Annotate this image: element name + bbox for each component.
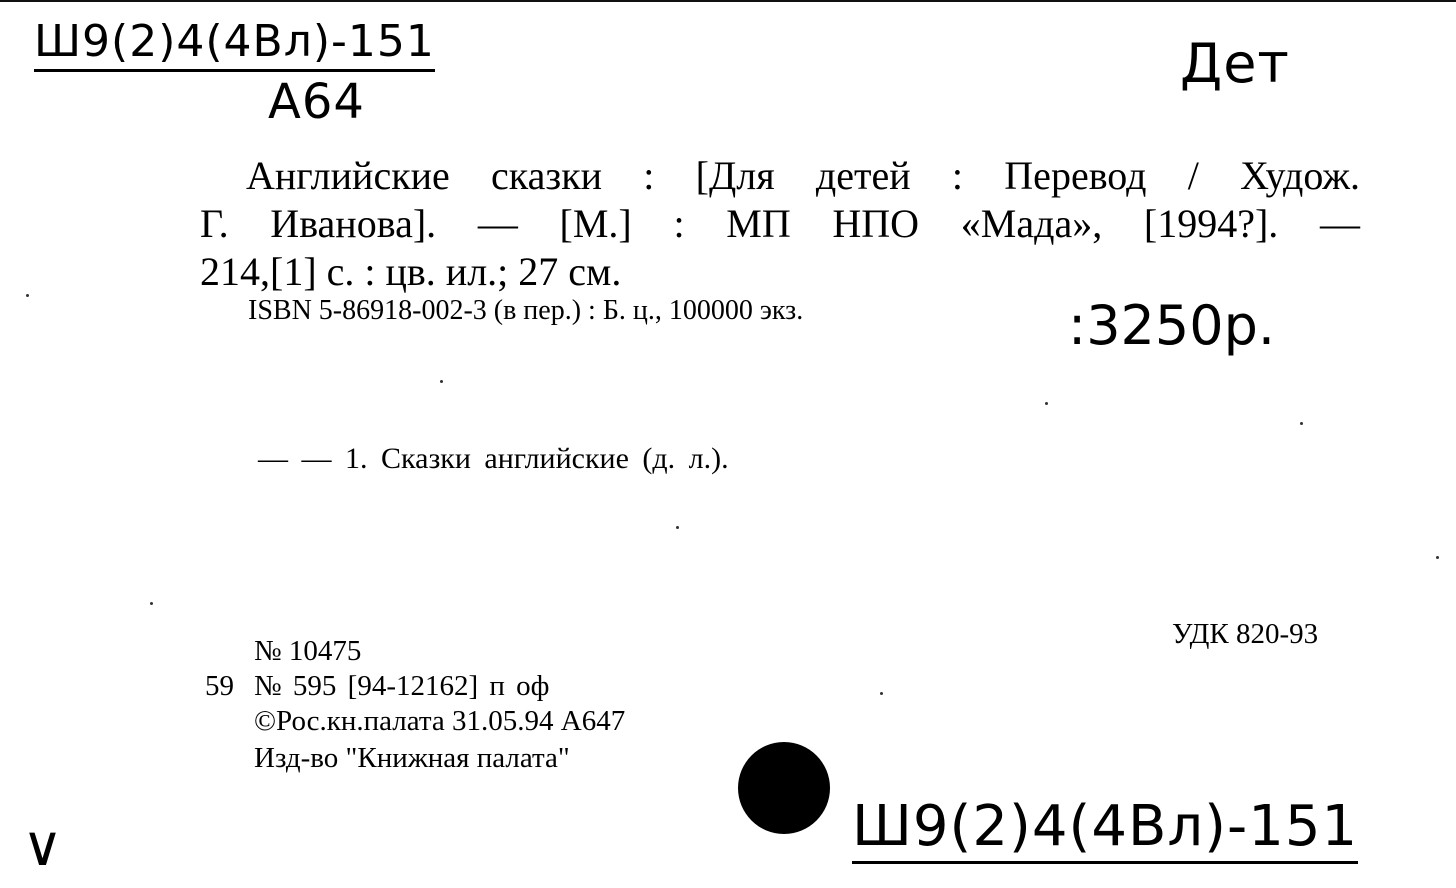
handwritten-section-label: Дет (1180, 32, 1290, 95)
description-line-2: Г. Иванова]. — [М.] : МП НПО «Мада», [1994?]. — (200, 201, 1360, 246)
scan-speck (1436, 556, 1439, 559)
scan-speck (880, 692, 883, 695)
scan-speck (26, 294, 29, 297)
bottom-call-number-text: Ш9(2)4(4Вл)-151 (852, 794, 1358, 864)
price-stamp: :3250р. (1068, 294, 1276, 357)
subject-heading: — — 1. Сказки английские (д. л.). (258, 442, 729, 475)
udk-classification: УДК 820-93 (1172, 618, 1319, 650)
punch-hole (738, 742, 830, 834)
description-line-3: 214,[1] с. : цв. ил.; 27 см. (200, 249, 622, 294)
scan-speck (150, 602, 153, 605)
isbn-line: ISBN 5-86918-002-3 (в пер.) : Б. ц., 100000 экз. (248, 295, 804, 326)
imprint-second-line: № 595 [94-12162] п оф (254, 670, 550, 702)
handwritten-call-number (34, 16, 435, 67)
description-line-1: Английские сказки : [Для детей : Перевод / Худож. (246, 153, 1360, 198)
imprint-publisher-line: Изд-во "Книжная палата" (254, 742, 570, 774)
handwritten-author-mark: А64 (268, 74, 365, 130)
handwritten-call-number-bottom (852, 794, 1358, 859)
call-number-text: Ш9(2)4(4Вл)-151 (34, 16, 435, 72)
bibliographic-description (200, 152, 1360, 296)
imprint-number-line: № 10475 (254, 635, 362, 667)
scan-speck (440, 380, 443, 383)
handwritten-check-mark: ∨ (22, 814, 64, 879)
scan-speck (1045, 402, 1048, 405)
imprint-copyright-line: ©Рос.кн.палата 31.05.94 А647 (254, 705, 626, 737)
imprint-code-prefix: 59 (205, 670, 234, 702)
scan-speck (1300, 422, 1303, 425)
scan-speck (676, 526, 679, 529)
